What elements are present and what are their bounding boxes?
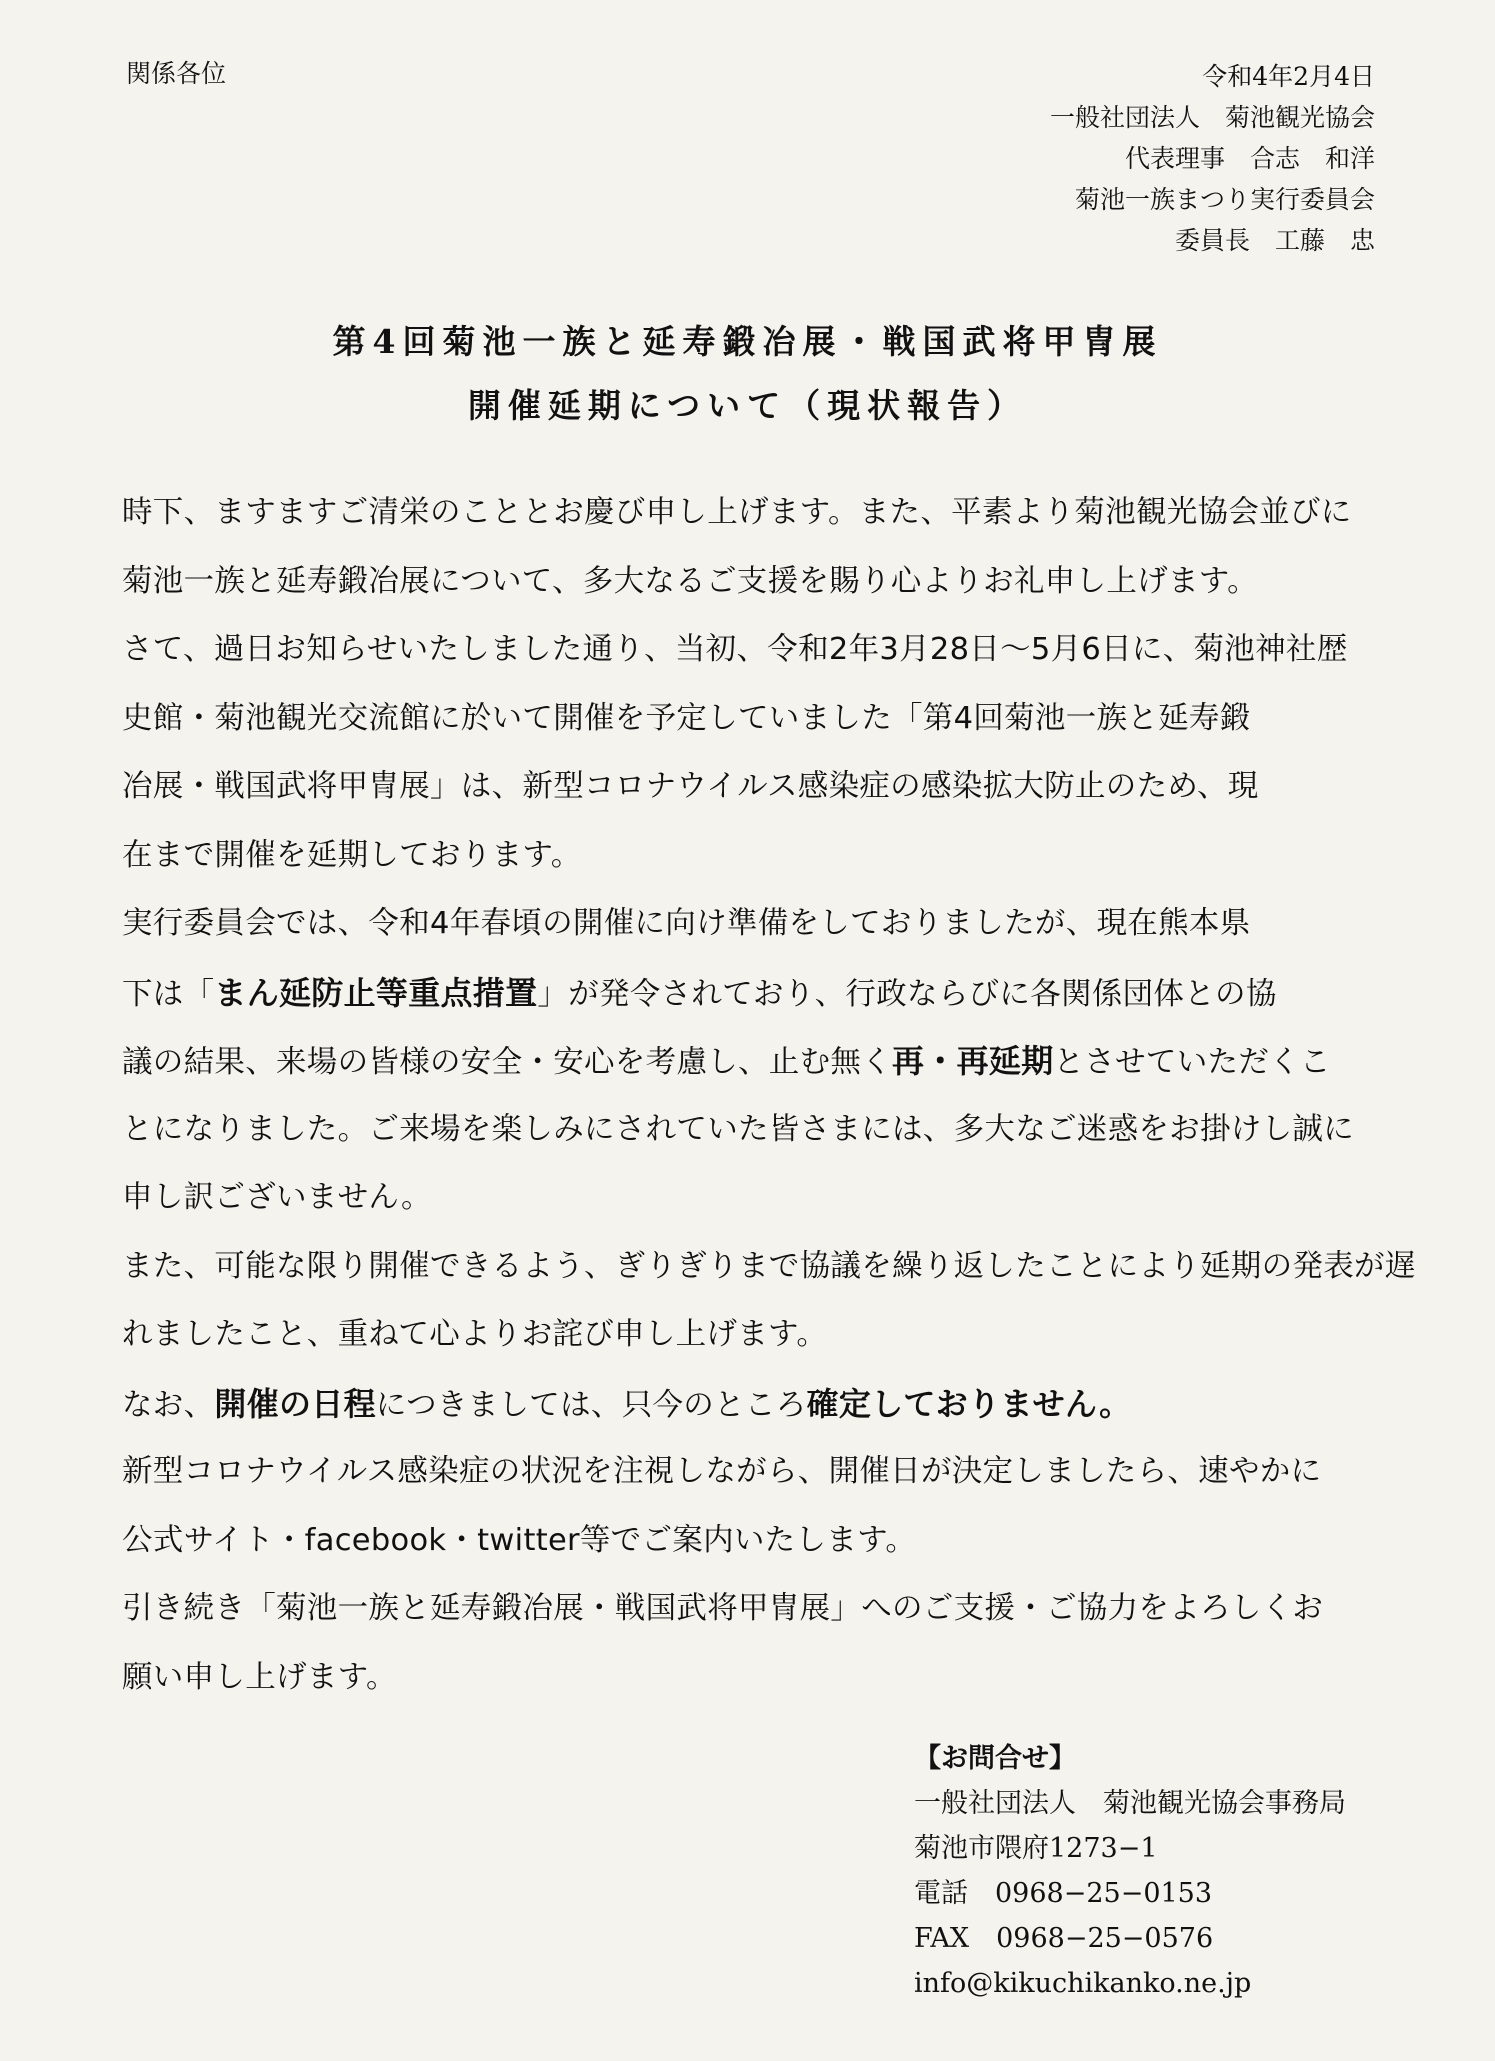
emphasis-schedule: 開催の日程 <box>214 1384 376 1423</box>
body-text <box>122 479 1416 1712</box>
emphasis-not-decided: 確定しておりません。 <box>806 1384 1132 1423</box>
body-line: とになりました。ご来場を楽しみにされていた皆さまには、多大なご迷惑をお掛けし誠に <box>122 1111 1354 1147</box>
body-line: 公式サイト・facebook・twitter等でご案内いたします。 <box>122 1522 917 1558</box>
emphasis-re-postponement: 再・再延期 <box>892 1042 1054 1080</box>
body-line: れましたこと、重ねて心よりお詫び申し上げます。 <box>122 1317 828 1352</box>
body-line: 引き続き「菊池一族と延寿鍛冶展・戦国武将甲冑展」へのご支援・ご協力をよろしくお <box>122 1591 1324 1626</box>
body-line: 実行委員会では、令和4年春頃の開催に向け準備をしておりましたが、現在熊本県 <box>122 906 1251 941</box>
contact-organization: 一般社団法人 菊池観光協会事務局 <box>914 1788 1346 1819</box>
body-line: 新型コロナウイルス感染症の状況を注視しながら、開催日が決定しましたら、速やかに <box>122 1454 1322 1489</box>
sender-block <box>1050 56 1375 261</box>
contact-heading: 【お問合せ】 <box>914 1743 1076 1774</box>
body-line <box>122 959 1392 1028</box>
body-line: 冶展・戦国武将甲冑展」は、新型コロナウイルス感染症の感染拡大防止のため、現 <box>122 769 1259 804</box>
contact-email: info@kikuchikanko.ne.jp <box>914 1968 1252 1999</box>
body-line: 菊池一族と延寿鍛冶展について、多大なるご支援を賜り心よりお礼申し上げます。 <box>122 563 1258 599</box>
body-line: 申し訳ございません。 <box>122 1180 432 1215</box>
body-text-segment: とさせていただくこ <box>1053 1045 1331 1080</box>
contact-block <box>914 1736 1346 2006</box>
title-line-2: 開催延期について（現状報告） <box>467 386 1028 425</box>
title-line-1: 第4回菊池一族と延寿鍛冶展・戦国武将甲冑展 <box>332 322 1163 361</box>
body-line: 史館・菊池観光交流館に於いて開催を予定していました「第4回菊池一族と延寿鍛 <box>122 700 1251 736</box>
body-line: さて、過日お知らせいたしました通り、当初、令和2年3月28日～5月6日に、菊池神社歴 <box>122 632 1348 667</box>
body-text-segment: につきましては、只今のところ <box>375 1387 807 1423</box>
document-title <box>0 310 1495 438</box>
emphasis-priority-measures: まん延防止等重点措置 <box>214 973 538 1012</box>
body-line <box>122 1027 1392 1096</box>
body-line: 在まで開催を延期しております。 <box>122 837 582 873</box>
committee-chair: 委員長 工藤 忠 <box>1174 226 1375 255</box>
contact-fax: FAX 0968−25−0576 <box>914 1923 1214 1954</box>
body-line: 時下、ますますご清栄のこととお慶び申し上げます。また、平素より菊池観光協会並びに <box>122 495 1352 530</box>
body-line <box>122 1370 1392 1439</box>
body-text-segment: 」が発令されており、行政ならびに各関係団体との協 <box>537 976 1277 1012</box>
body-text-segment: 議の結果、来場の皆様の安全・安心を考慮し、止む無く <box>122 1045 892 1080</box>
body-text-segment: 下は「 <box>122 976 215 1012</box>
sender-organization: 一般社団法人 菊池観光協会 <box>1049 103 1375 132</box>
body-line: 願い申し上げます。 <box>122 1659 397 1695</box>
addressee: 関係各位 <box>126 59 227 88</box>
contact-phone: 電話 0968−25−0153 <box>914 1878 1213 1909</box>
sender-representative: 代表理事 合志 和洋 <box>1124 144 1375 173</box>
committee-name: 菊池一族まつり実行委員会 <box>1074 185 1375 214</box>
issue-date: 令和4年2月4日 <box>1202 62 1375 91</box>
body-text-segment: なお、 <box>122 1387 215 1423</box>
body-line: また、可能な限り開催できるよう、ぎりぎりまで協議を繰り返したことにより延期の発表が遅 <box>122 1248 1416 1284</box>
contact-address: 菊池市隈府1273−1 <box>914 1833 1158 1864</box>
